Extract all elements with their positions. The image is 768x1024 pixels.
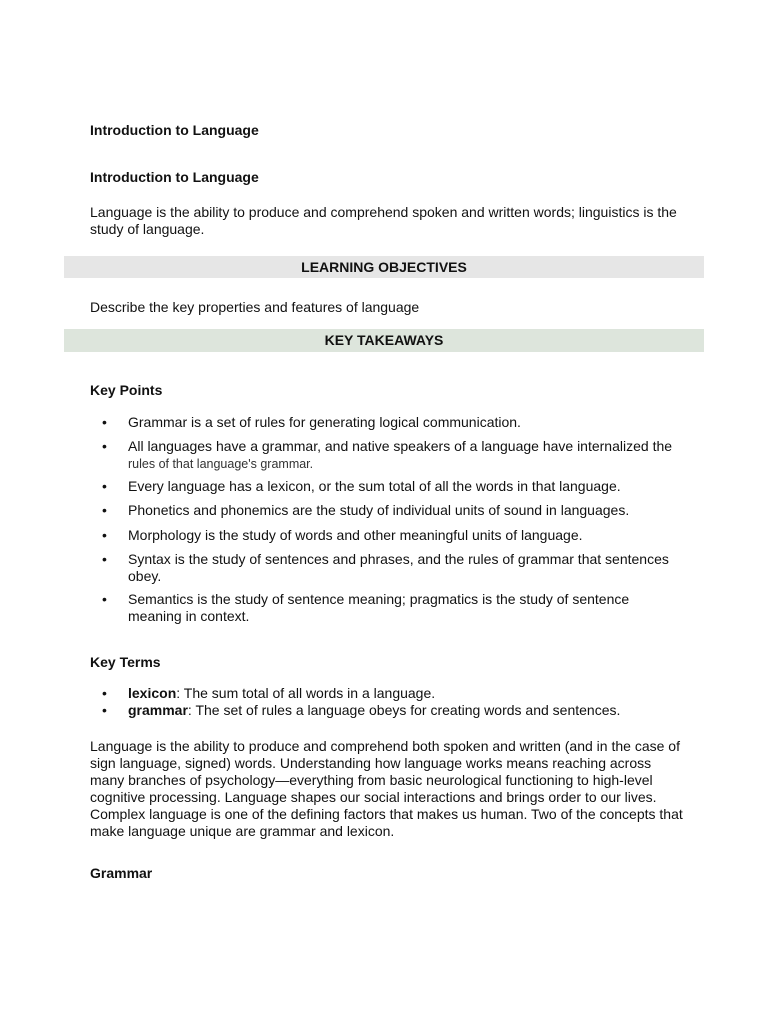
key-points-heading: Key Points: [90, 382, 163, 398]
list-item: [90, 478, 680, 495]
key-point-text: Grammar is a set of rules for generating logical communication.: [128, 414, 521, 430]
list-item: [90, 702, 680, 719]
term-definition: : The sum total of all words in a language.: [176, 685, 436, 701]
bullet-icon: •: [102, 702, 107, 718]
list-item: [90, 502, 680, 519]
term-name: lexicon: [128, 685, 177, 701]
key-point-text: All languages have a grammar, and native speakers of a language have internalized the: [128, 438, 673, 454]
term-definition: : The set of rules a language obeys for creating words and sentences.: [187, 702, 621, 718]
key-takeaways-band: KEY TAKEAWAYS: [64, 329, 704, 352]
learning-objective: Describe the key properties and features of language: [90, 299, 420, 315]
key-point-text: Every language has a lexicon, or the sum total of all the words in that language.: [128, 478, 621, 494]
key-point-continuation: rules of that language's grammar.: [128, 457, 314, 471]
list-item: [90, 685, 680, 702]
section-title: Introduction to Language: [90, 169, 259, 185]
intro-paragraph: Language is the ability to produce and comprehend spoken and written words; linguistics is the study of language.: [90, 204, 677, 237]
key-point-text: Morphology is the study of words and other meaningful units of language.: [128, 527, 583, 543]
bullet-icon: •: [102, 502, 107, 518]
list-item: [90, 551, 680, 585]
bullet-icon: •: [102, 438, 107, 454]
list-item: [90, 527, 680, 544]
bullet-icon: •: [102, 591, 107, 607]
bullet-icon: •: [102, 685, 107, 701]
page-title: Introduction to Language: [90, 122, 259, 138]
term-name: grammar: [128, 702, 188, 718]
list-item: [90, 591, 680, 625]
bullet-icon: •: [102, 551, 107, 567]
key-point-text: Semantics is the study of sentence meaning; pragmatics is the study of sentence meaning in context.: [128, 591, 630, 624]
list-item: [90, 438, 680, 473]
bullet-icon: •: [102, 414, 107, 430]
grammar-heading: Grammar: [90, 865, 153, 881]
key-terms-heading: Key Terms: [90, 654, 161, 670]
body-paragraph: Language is the ability to produce and comprehend both spoken and written (and in the case of sign language, signed) words. Understanding how language works means reaching across many branches of psychology—everything from basic neurological functioning to high-level cognitive processing. Language shapes our social interactions and brings order to our lives. Complex language is one of the defining factors that makes us human. Two of the concepts that make language unique are grammar and lexicon.: [90, 738, 683, 839]
list-item: [90, 414, 680, 431]
bullet-icon: •: [102, 478, 107, 494]
bullet-icon: •: [102, 527, 107, 543]
learning-objectives-band: LEARNING OBJECTIVES: [64, 256, 704, 278]
key-point-text: Syntax is the study of sentences and phrases, and the rules of grammar that sentences obey.: [128, 551, 669, 584]
key-point-text: Phonetics and phonemics are the study of individual units of sound in languages.: [128, 502, 630, 518]
